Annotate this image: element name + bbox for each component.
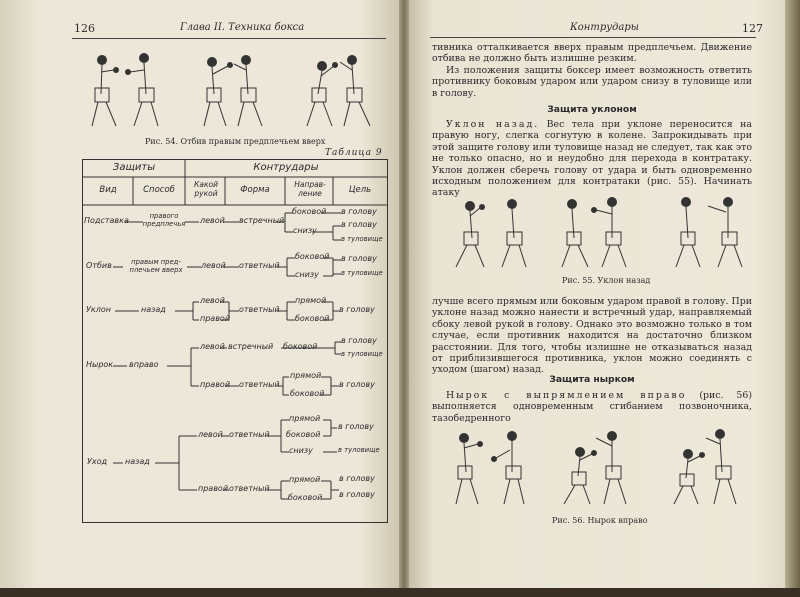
r2-hand: левой [201, 261, 226, 270]
r3-method: назад [141, 305, 166, 314]
r2-kind: Отбив [86, 261, 112, 270]
r1-target-c: в туловище [341, 235, 383, 243]
boxer-pair-2 [564, 431, 626, 504]
r4-dir-a: боковой [283, 342, 318, 351]
r3-hand-a: левой [200, 296, 225, 305]
paragraph-4: лучше всего прямым или боковым ударом правой в голову. При уклоне назад можно нанести и встречный удар, направляемый сбоку левой рукой в голову. Однако это возможно только в том случае, если противник находится на достаточно близком расстоянии. Для того, чтобы излишне не отказываться назад от приблизившегося противника, уклон можно соединять с уходом (шагом) назад. [432, 296, 752, 376]
left-page-number: 126 [74, 22, 95, 35]
right-text-block-1 [432, 42, 752, 99]
r5-dir-b: боковой [286, 430, 321, 439]
r1-form: встречный [239, 216, 285, 225]
r5-form-b: ответный [229, 484, 270, 493]
header-defense: Защиты [112, 162, 156, 173]
paragraph-5 [432, 390, 752, 424]
r4-dir-c: боковой [290, 389, 325, 398]
r5-dir-c: снизу [289, 446, 313, 455]
right-page-number: 127 [742, 22, 763, 35]
figure-55-caption: Рис. 55. Уклон назад [562, 276, 651, 285]
r2-method: правым пред-плечьем вверх [129, 258, 183, 274]
r1-kind: Подставка [84, 216, 129, 225]
r3-target: в голову [339, 305, 375, 314]
boxer-pair-1 [456, 431, 524, 504]
r3-hand-b: правой [200, 314, 231, 323]
r3-dir-a: прямой [295, 296, 327, 305]
r4-form-a: встречный [228, 342, 274, 351]
r4-hand-b: правой [200, 380, 231, 389]
r2-target-a: в голову [341, 254, 377, 263]
r2-dir-a: боковой [295, 252, 330, 261]
r1-hand: левой [200, 216, 225, 225]
r5-target-a: в голову [338, 422, 374, 431]
r3-dir-b: боковой [295, 314, 330, 323]
col-form: Форма [240, 185, 270, 195]
right-text-block-4 [432, 390, 752, 424]
boxer-pair-1 [92, 53, 158, 126]
paragraph-1: тивника отталкивается вверх правым предплечьем. Движение отбива не должно быть излишне резким. [432, 42, 752, 65]
boxer-pair-3 [307, 55, 370, 126]
r3-form: ответный [239, 305, 280, 314]
figure-56-caption: Рис. 56. Нырок вправо [552, 516, 648, 525]
r2-form: ответный [239, 261, 280, 270]
boxer-pair-2 [204, 55, 262, 126]
r5-kind: Уход [87, 457, 108, 466]
r1-target-b: в голову [341, 220, 377, 229]
paragraph-2: Из положения защиты боксер имеет возможность ответить противнику боковым ударом или ударом снизу в туловище или в голову. [432, 64, 752, 99]
page-edges-right [785, 0, 800, 597]
paragraph-3-lead: Уклон назад. [446, 119, 540, 130]
paragraph-3-body: Вес тела при уклоне переносится на правую ногу, слегка согнутую в колене. Запрокидывать при этой защите голову или туловище назад не следует, так как это не только опасно, но и неудобно для перехода в контратаку. Уклон должен сберечь голову от удара и быть одновременно исходным положением для контратаки (рис. 55). Начинать атаку [432, 119, 752, 199]
heading-uklon: Защита уклоном [547, 104, 637, 115]
paragraph-5-body: (рис. 56) выполняется одновременным сгибанием позвоночника, тазобедренного [432, 390, 752, 424]
right-running-head: Контрудары [570, 22, 639, 33]
r2-dir-b: снизу [295, 270, 319, 279]
r5-hand-a: левой [198, 430, 223, 439]
figure-55-illustration [440, 192, 752, 272]
header-counter: Контрудары [253, 162, 319, 173]
col-kind: Вид [99, 185, 117, 195]
book-spine [399, 0, 409, 597]
col-hand: Какой рукой [194, 180, 218, 198]
r5-method: назад [125, 457, 150, 466]
r1-dir-b: снизу [293, 226, 317, 235]
r5-dir-d: прямой [289, 475, 321, 484]
r1-method: правого предплечья [142, 212, 186, 228]
col-target: Цель [348, 185, 372, 195]
r1-target-a: в голову [341, 207, 377, 216]
boxer-pair-1 [456, 199, 526, 267]
r4-dir-b: прямой [290, 371, 322, 380]
r1-dir-a: боковой [292, 207, 327, 216]
r5-dir-a: прямой [289, 414, 321, 423]
paragraph-5-lead: Нырок с выпрямлением вправо [446, 390, 687, 401]
r5-form-a: ответный [229, 430, 270, 439]
r2-target-b: в туловище [341, 269, 383, 277]
right-text-block-2 [432, 119, 752, 199]
r4-target-b: в туловище [341, 350, 383, 358]
heading-nyrok: Защита нырком [549, 374, 635, 385]
boxer-pair-3 [674, 429, 736, 504]
r4-kind: Нырок [86, 360, 114, 369]
r4-method: вправо [129, 360, 159, 369]
r4-form-b: ответный [239, 380, 280, 389]
right-text-block-3 [432, 296, 752, 376]
r5-target-c: в голову [339, 474, 375, 483]
table-surface [0, 588, 800, 597]
table-9 [82, 159, 388, 523]
boxer-pair-3 [676, 197, 742, 267]
r5-target-b: в туловище [338, 446, 380, 454]
col-direction: Направ-ление [294, 180, 326, 198]
header-rule [72, 38, 386, 39]
r3-kind: Уклон [86, 305, 111, 314]
left-running-head: Глава II. Техника бокса [180, 22, 305, 33]
right-header-rule [430, 37, 756, 38]
r5-target-d: в голову [339, 490, 375, 499]
paragraph-3 [432, 119, 752, 199]
figure-54-caption: Рис. 54. Отбив правым предплечьем вверх [145, 137, 326, 146]
boxer-pair-2 [562, 197, 626, 267]
r5-hand-b: правой [198, 484, 229, 493]
figure-54-illustration [78, 48, 388, 134]
r4-target-c: в голову [339, 380, 375, 389]
r4-target-a: в голову [341, 336, 377, 345]
col-method: Способ [143, 185, 175, 195]
figure-56-illustration [440, 424, 752, 510]
r5-dir-e: боковой [288, 493, 323, 502]
r4-hand-a: левой [200, 342, 225, 351]
table-label: Таблица 9 [325, 148, 383, 158]
